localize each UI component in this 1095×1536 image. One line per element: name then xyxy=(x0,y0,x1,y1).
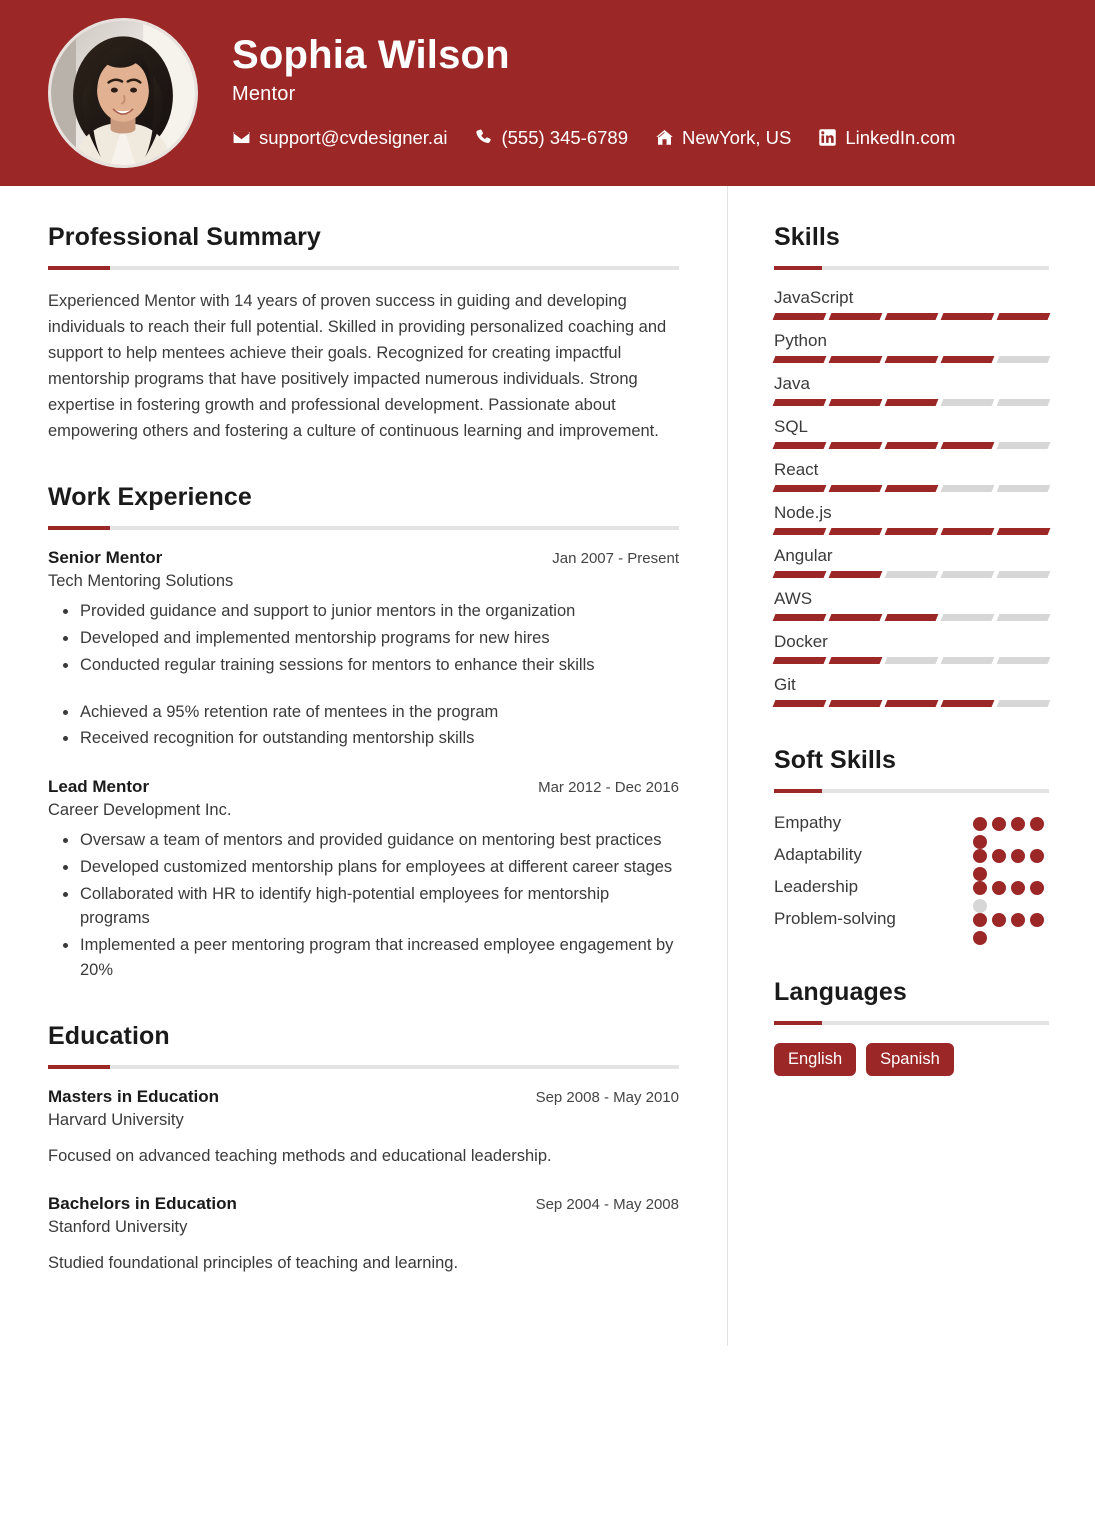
skill-row xyxy=(774,374,1049,406)
skill-segment xyxy=(773,571,827,578)
skill-segment xyxy=(941,356,995,363)
skill-segment xyxy=(829,571,883,578)
work-entry xyxy=(48,548,679,751)
skill-segment xyxy=(885,657,939,664)
skill-segment xyxy=(997,399,1051,406)
rating-dot xyxy=(1011,849,1025,863)
skill-level-bar xyxy=(774,657,1049,664)
work-bullet-list-achievements xyxy=(48,700,679,752)
contact-linkedin-text: LinkedIn.com xyxy=(845,126,956,148)
skill-name: Angular xyxy=(774,546,833,565)
rating-dot xyxy=(973,849,987,863)
header-text xyxy=(232,33,955,153)
skill-segment xyxy=(941,571,995,578)
skill-segment xyxy=(997,528,1051,535)
rating-dot xyxy=(1011,913,1025,927)
list-item: Developed and implemented mentorship programs for new hires xyxy=(48,626,679,651)
work-entry-head xyxy=(48,548,679,568)
skill-name: Python xyxy=(774,331,827,350)
skill-name: JavaScript xyxy=(774,288,854,307)
section-heading-work: Work Experience xyxy=(48,483,252,512)
profile-photo xyxy=(51,21,195,165)
education-school: Harvard University xyxy=(48,1110,184,1129)
skill-level-bar xyxy=(774,356,1049,363)
section-heading-skills: Skills xyxy=(774,223,840,251)
skill-name: Java xyxy=(774,374,810,393)
skill-segment xyxy=(829,356,883,363)
skill-segment xyxy=(773,313,827,320)
soft-skill-row xyxy=(774,811,1049,843)
skill-level-bar xyxy=(774,313,1049,320)
contact-phone[interactable] xyxy=(474,127,628,149)
skill-segment xyxy=(997,700,1051,707)
skill-segment xyxy=(941,657,995,664)
rating-dot xyxy=(973,931,987,945)
skill-name: Node.js xyxy=(774,503,832,522)
skill-name: AWS xyxy=(774,589,813,608)
skill-segment xyxy=(829,614,883,621)
entry-spacer xyxy=(48,1172,679,1194)
skill-level-bar xyxy=(774,485,1049,492)
contact-linkedin[interactable] xyxy=(818,127,955,149)
rating-dot xyxy=(973,913,987,927)
skill-segment xyxy=(997,485,1051,492)
skill-row xyxy=(774,675,1049,707)
education-entry xyxy=(48,1087,679,1169)
section-languages xyxy=(774,977,1049,1076)
skill-row xyxy=(774,589,1049,621)
skills-list xyxy=(774,288,1049,707)
skill-segment xyxy=(829,442,883,449)
education-entry xyxy=(48,1194,679,1276)
rating-dot xyxy=(973,881,987,895)
section-divider xyxy=(48,526,679,530)
language-chip: English xyxy=(774,1043,856,1076)
section-heading-languages: Languages xyxy=(774,978,907,1006)
skill-name: Docker xyxy=(774,632,828,651)
rating-dot xyxy=(992,817,1006,831)
linkedin-icon xyxy=(818,128,837,147)
job-role: Mentor xyxy=(232,82,296,105)
contact-list xyxy=(232,127,955,149)
section-heading-education: Education xyxy=(48,1021,170,1050)
skill-segment xyxy=(829,485,883,492)
section-heading-soft-skills: Soft Skills xyxy=(774,746,896,774)
soft-skill-row xyxy=(774,875,1049,907)
skill-segment xyxy=(773,399,827,406)
skill-segment xyxy=(885,399,939,406)
skill-segment xyxy=(773,485,827,492)
soft-skill-rating xyxy=(973,907,1049,945)
section-education xyxy=(48,1021,679,1277)
rating-dot xyxy=(1030,881,1044,895)
skill-segment xyxy=(941,700,995,707)
education-date-range: Sep 2008 - May 2010 xyxy=(535,1088,679,1106)
skill-segment xyxy=(885,442,939,449)
skill-segment xyxy=(997,356,1051,363)
soft-skill-name: Adaptability xyxy=(774,845,862,864)
contact-email-text: support@cvdesigner.ai xyxy=(259,126,448,148)
rating-dot xyxy=(1030,817,1044,831)
rating-dot xyxy=(1030,849,1044,863)
rating-dot xyxy=(992,849,1006,863)
skill-name: React xyxy=(774,460,819,479)
education-degree: Bachelors in Education xyxy=(48,1194,237,1214)
work-entry xyxy=(48,777,679,983)
skill-segment xyxy=(885,485,939,492)
education-description: Focused on advanced teaching methods and educational leadership. xyxy=(48,1146,552,1165)
skill-segment xyxy=(941,442,995,449)
list-item: Achieved a 95% retention rate of mentees in the program xyxy=(48,700,679,725)
skill-segment xyxy=(885,614,939,621)
skill-row xyxy=(774,417,1049,449)
skill-level-bar xyxy=(774,399,1049,406)
skill-segment xyxy=(885,528,939,535)
location-icon xyxy=(655,128,674,147)
education-degree: Masters in Education xyxy=(48,1086,219,1106)
email-icon xyxy=(232,128,251,147)
skill-row xyxy=(774,460,1049,492)
education-date-range: Sep 2004 - May 2008 xyxy=(535,1196,679,1214)
soft-skill-row xyxy=(774,907,1049,939)
rating-dot xyxy=(1011,881,1025,895)
work-job-title: Senior Mentor xyxy=(48,548,163,568)
skill-row xyxy=(774,503,1049,535)
skill-level-bar xyxy=(774,442,1049,449)
skill-segment xyxy=(829,700,883,707)
skill-segment xyxy=(829,313,883,320)
resume-body xyxy=(0,186,1095,1346)
skill-segment xyxy=(773,657,827,664)
skill-segment xyxy=(885,356,939,363)
work-bullet-list xyxy=(48,828,679,983)
contact-location[interactable] xyxy=(655,127,791,149)
education-school: Stanford University xyxy=(48,1218,188,1237)
contact-phone-text: (555) 345-6789 xyxy=(501,126,628,148)
resume-header xyxy=(0,0,1095,186)
section-skills xyxy=(774,222,1049,707)
skill-segment xyxy=(829,657,883,664)
skill-level-bar xyxy=(774,528,1049,535)
work-company: Tech Mentoring Solutions xyxy=(48,572,234,591)
skill-level-bar xyxy=(774,614,1049,621)
work-company: Career Development Inc. xyxy=(48,801,232,820)
list-item: Conducted regular training sessions for mentors to enhance their skills xyxy=(48,653,679,678)
skill-row xyxy=(774,331,1049,363)
page-title: Sophia Wilson xyxy=(232,33,510,78)
list-item: Implemented a peer mentoring program that increased employee engagement by 20% xyxy=(48,933,679,983)
list-item: Oversaw a team of mentors and provided guidance on mentoring best practices xyxy=(48,828,679,853)
soft-skills-list xyxy=(774,811,1049,939)
list-item: Received recognition for outstanding mentorship skills xyxy=(48,726,679,751)
skill-segment xyxy=(941,399,995,406)
skill-segment xyxy=(997,442,1051,449)
section-professional-summary xyxy=(48,222,679,444)
avatar xyxy=(48,18,198,168)
skill-level-bar xyxy=(774,700,1049,707)
skill-name: SQL xyxy=(774,417,809,436)
section-divider xyxy=(48,266,679,270)
section-divider xyxy=(774,789,1049,793)
work-bullet-list xyxy=(48,599,679,677)
phone-icon xyxy=(474,128,493,147)
work-entry-head xyxy=(48,777,679,797)
section-divider xyxy=(48,1065,679,1069)
contact-email[interactable] xyxy=(232,127,447,149)
section-soft-skills xyxy=(774,745,1049,939)
work-date-range: Jan 2007 - Present xyxy=(552,550,679,568)
skill-segment xyxy=(941,614,995,621)
education-entry-head xyxy=(48,1087,679,1107)
soft-skill-name: Empathy xyxy=(774,813,842,832)
list-item: Developed customized mentorship plans for employees at different career stages xyxy=(48,855,679,880)
skill-segment xyxy=(941,313,995,320)
skill-segment xyxy=(941,485,995,492)
rating-dot xyxy=(992,881,1006,895)
skill-segment xyxy=(885,700,939,707)
rating-dot xyxy=(992,913,1006,927)
language-chip: Spanish xyxy=(866,1043,954,1076)
rating-dot xyxy=(1030,913,1044,927)
skill-segment xyxy=(885,571,939,578)
skill-segment xyxy=(773,356,827,363)
skill-segment xyxy=(773,614,827,621)
rating-dot xyxy=(973,817,987,831)
rating-dot xyxy=(1011,817,1025,831)
skill-name: Git xyxy=(774,675,796,694)
skill-segment xyxy=(997,657,1051,664)
skill-segment xyxy=(997,571,1051,578)
skill-segment xyxy=(941,528,995,535)
section-heading-summary: Professional Summary xyxy=(48,223,321,251)
skill-segment xyxy=(829,528,883,535)
list-item: Provided guidance and support to junior mentors in the organization xyxy=(48,599,679,624)
skill-segment xyxy=(773,528,827,535)
list-item: Collaborated with HR to identify high-potential employees for mentorship programs xyxy=(48,882,679,932)
education-description: Studied foundational principles of teaching and learning. xyxy=(48,1254,459,1273)
skill-row xyxy=(774,632,1049,664)
section-work-experience xyxy=(48,482,679,982)
skill-segment xyxy=(885,313,939,320)
skill-row xyxy=(774,288,1049,320)
skill-segment xyxy=(773,442,827,449)
contact-location-text: NewYork, US xyxy=(681,126,792,148)
section-divider xyxy=(774,266,1049,270)
main-column xyxy=(0,186,728,1346)
languages-list xyxy=(774,1043,1049,1076)
soft-skill-name: Problem-solving xyxy=(774,909,896,928)
skill-segment xyxy=(997,313,1051,320)
skill-segment xyxy=(773,700,827,707)
education-entry-head xyxy=(48,1194,679,1214)
skill-level-bar xyxy=(774,571,1049,578)
entry-spacer xyxy=(48,755,679,777)
work-date-range: Mar 2012 - Dec 2016 xyxy=(538,779,679,797)
soft-skill-row xyxy=(774,843,1049,875)
summary-text: Experienced Mentor with 14 years of proven success in guiding and developing individuals to reach their full potential. Skilled in providing personalized coaching and support to help mentees achieve their goals. Recognized for creating impactful mentorship programs that have positively impacted numerous individuals. Strong expertise in fostering growth and professional development. Passionate about empowering others and fostering a culture of continuous learning and improvement. xyxy=(48,292,667,441)
sidebar-column xyxy=(728,186,1095,1082)
soft-skill-name: Leadership xyxy=(774,877,859,896)
skill-segment xyxy=(997,614,1051,621)
work-job-title: Lead Mentor xyxy=(48,777,150,797)
skill-segment xyxy=(829,399,883,406)
skill-row xyxy=(774,546,1049,578)
section-divider xyxy=(774,1021,1049,1025)
